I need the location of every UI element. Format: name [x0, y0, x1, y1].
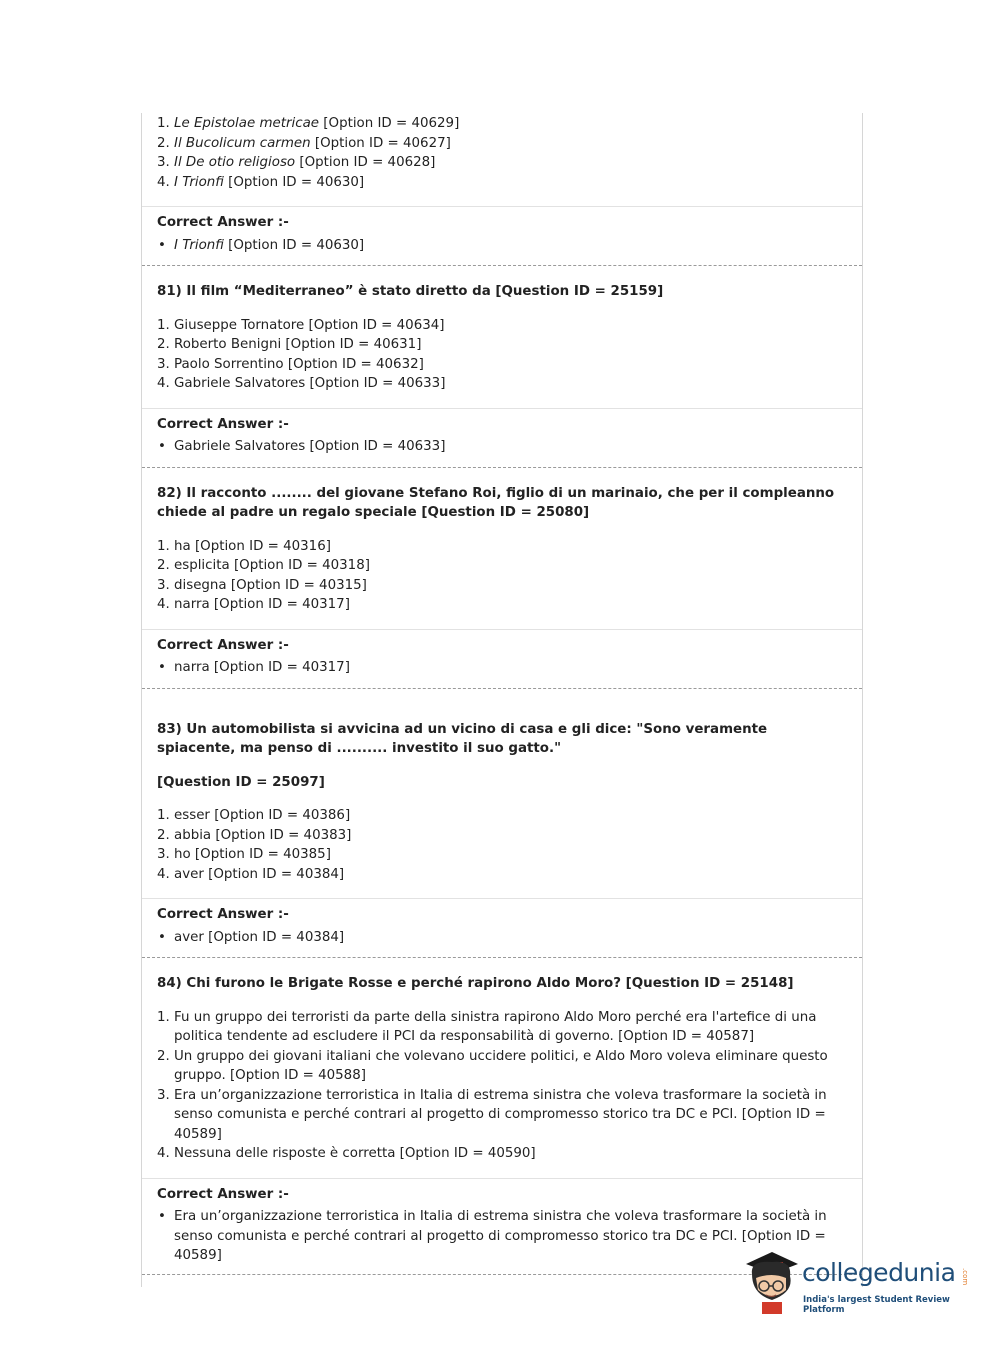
option-item: Era un’organizzazione terroristica in Italia di estrema sinistra che voleva trasformare la società in senso comunista e perché contrari al progetto di compromesso storico tra DC e PCI. [Option ID = 40589]	[174, 1087, 827, 1142]
correct-answer-label: Correct Answer :-	[157, 907, 289, 922]
option-item: esplicita [Option ID = 40318]	[174, 558, 370, 573]
question-text: 82) Il racconto ........ del giovane Stefano Roi, figlio di un marinaio, che per il compleanno chiede al padre un regalo speciale [Question ID = 25080]	[157, 485, 835, 520]
correct-answer-item: • I Trionfi [Option ID = 40630]	[174, 236, 847, 256]
q82-correct-answer	[142, 630, 862, 688]
option-item: Un gruppo dei giovani italiani che volevano uccidere politici, e Aldo Moro voleva eliminare questo gruppo. [Option ID = 40588]	[174, 1048, 828, 1083]
correct-answer-item: • aver [Option ID = 40384]	[174, 928, 847, 948]
correct-answer-list	[157, 236, 847, 256]
option-item: Paolo Sorrentino [Option ID = 40632]	[174, 356, 424, 372]
q83-options	[157, 806, 847, 884]
correct-answer-list	[157, 928, 847, 948]
correct-answer-list	[157, 658, 847, 678]
correct-answer-item: • narra [Option ID = 40317]	[174, 658, 847, 678]
correct-answer-label: Correct Answer :-	[157, 215, 289, 230]
option-item: abbia [Option ID = 40383]	[174, 827, 352, 843]
option-item: ha [Option ID = 40316]	[174, 538, 331, 554]
correct-answer-list	[157, 437, 847, 457]
logo-suffix: .com	[961, 1268, 969, 1286]
logo-tagline: India's largest Student Review Platform	[803, 1295, 950, 1315]
q83-correct-answer	[142, 899, 862, 957]
correct-answer-item: • Era un’organizzazione terroristica in Italia di estrema sinistra che voleva trasformare la società in senso comunista e perché contrari al progetto di compromesso storico tra DC e PCI. [Option ID = 40589]	[174, 1207, 847, 1266]
option-item: Nessuna delle risposte è corretta [Option ID = 40590]	[174, 1146, 536, 1161]
option-item: Roberto Benigni [Option ID = 40631]	[174, 337, 422, 352]
document-page	[141, 113, 863, 1287]
option-item: disegna [Option ID = 40315]	[174, 577, 367, 593]
q81-correct-answer	[142, 409, 862, 467]
correct-answer-item: • Gabriele Salvatores [Option ID = 40633]	[174, 437, 847, 457]
option-item: I Trionfi [Option ID = 40630]	[174, 174, 365, 190]
q80-correct-answer	[142, 207, 862, 265]
option-item: Gabriele Salvatores [Option ID = 40633]	[174, 376, 446, 391]
question-text: 83) Un automobilista si avvicina ad un vicino di casa e gli dice: "Sono veramente spiacente, ma penso di .......... investito il suo gatto."	[157, 721, 768, 756]
q81-options	[157, 316, 847, 394]
q84-block	[142, 958, 862, 1178]
question-text: 84) Chi furono le Brigate Rosse e perché rapirono Aldo Moro? [Question ID = 25148]	[157, 976, 794, 991]
mascot-icon	[742, 1250, 802, 1316]
option-item: Giuseppe Tornatore [Option ID = 40634]	[174, 317, 445, 333]
option-item: Le Epistolae metricae [Option ID = 40629]	[174, 116, 460, 131]
q82-block	[142, 468, 862, 629]
option-item: Fu un gruppo dei terroristi da parte della sinistra rapirono Aldo Moro perché era l'artefice di una politica tendente ad escludere il PCI da responsabilità di governo. [Option ID = 40587]	[174, 1009, 817, 1044]
q84-options	[157, 1008, 847, 1164]
question-id: [Question ID = 25097]	[157, 774, 325, 790]
collegedunia-logo	[742, 1250, 972, 1320]
option-item: Il De otio religioso [Option ID = 40628]	[174, 155, 436, 170]
logo-wordmark: collegedunia	[802, 1258, 956, 1287]
option-item: narra [Option ID = 40317]	[174, 597, 350, 612]
q83-block	[142, 689, 862, 899]
correct-answer-label: Correct Answer :-	[157, 637, 289, 653]
option-item: Il Bucolicum carmen [Option ID = 40627]	[174, 135, 451, 151]
q82-options	[157, 537, 847, 615]
q80-options	[157, 114, 847, 192]
option-item: ho [Option ID = 40385]	[174, 847, 331, 862]
correct-answer-label: Correct Answer :-	[157, 1186, 289, 1202]
option-item: esser [Option ID = 40386]	[174, 808, 351, 823]
correct-answer-label: Correct Answer :-	[157, 416, 289, 432]
option-item: aver [Option ID = 40384]	[174, 866, 345, 882]
q80-options-block	[142, 113, 862, 206]
q81-block	[142, 266, 862, 408]
question-text: 81) Il film “Mediterraneo” è stato diretto da [Question ID = 25159]	[157, 284, 664, 299]
